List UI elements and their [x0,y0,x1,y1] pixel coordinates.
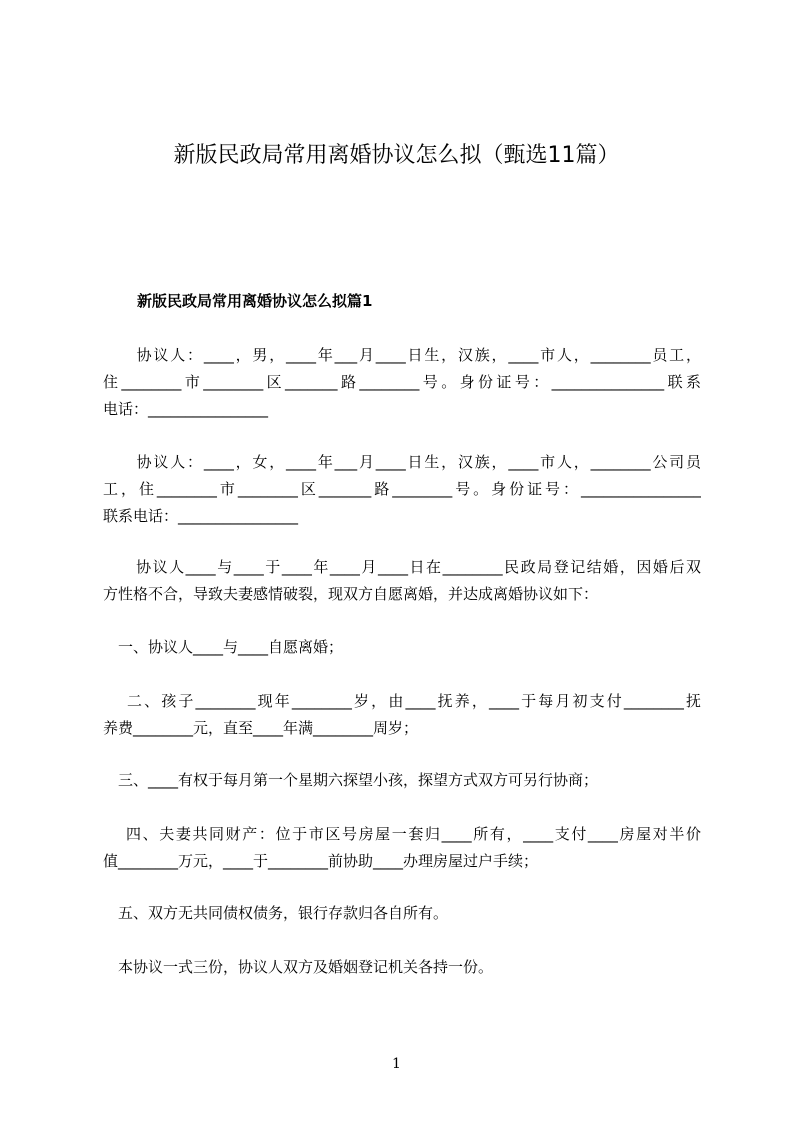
section-heading: 新版民政局常用离婚协议怎么拟篇1 [137,292,373,310]
clause-3 [103,767,701,794]
clause-2 [103,688,701,742]
paragraph-party-female [103,449,701,530]
paragraph-line: 五、双方无共同债权债务，银行存款归各自所有。 [103,904,449,922]
document-title: 新版民政局常用离婚协议怎么拟（甄选11篇） [173,143,620,168]
page-number: 1 [392,1056,401,1072]
paragraph-line: 协议人：____，男，____年___月____日生，汉族，____市人，________员工， [103,346,701,364]
paragraph-line: 住________市________区_______路________号。身份证号：_______________联系 [103,373,701,391]
paragraph-line: 四、夫妻共同财产：位于市区号房屋一套归____所有，____支付____房屋对半价 [103,825,701,843]
paragraph-line: 值________万元，____于________前协助____办理房屋过户手续； [103,852,539,870]
closing-statement [103,954,701,981]
paragraph-line: 协议人：____，女，____年___月____日生，汉族，____市人，________公司员 [103,453,701,471]
paragraph-line: 联系电话：________________ [103,507,299,525]
paragraph-line: 二、孩子________现年________岁，由____抚养，____于每月初支付________抚 [103,692,701,710]
paragraph-line: 方性格不合，导致夫妻感情破裂，现双方自愿离婚，并达成离婚协议如下： [103,585,599,603]
paragraph-line: 三、____有权于每月第一个星期六探望小孩，探望方式双方可另行协商； [103,771,599,789]
clause-4 [103,821,701,875]
clause-5 [103,900,701,927]
paragraph-line: 一、协议人____与____自愿离婚； [103,638,344,656]
paragraph-line: 电话：________________ [103,400,269,418]
paragraph-line: 养费________元，直至____年满________周岁； [103,719,419,737]
paragraph-line: 协议人____与____于____年____月____日在________民政局登记结婚，因婚后双 [103,558,701,576]
paragraph-party-male [103,342,701,423]
paragraph-line: 本协议一式三份，协议人双方及婚姻登记机关各持一份。 [103,958,494,976]
paragraph-line: 工，住________市________区_______路________号。身份证号：________________ [103,480,701,498]
clause-1 [103,634,701,661]
paragraph-marriage-statement [103,554,701,608]
